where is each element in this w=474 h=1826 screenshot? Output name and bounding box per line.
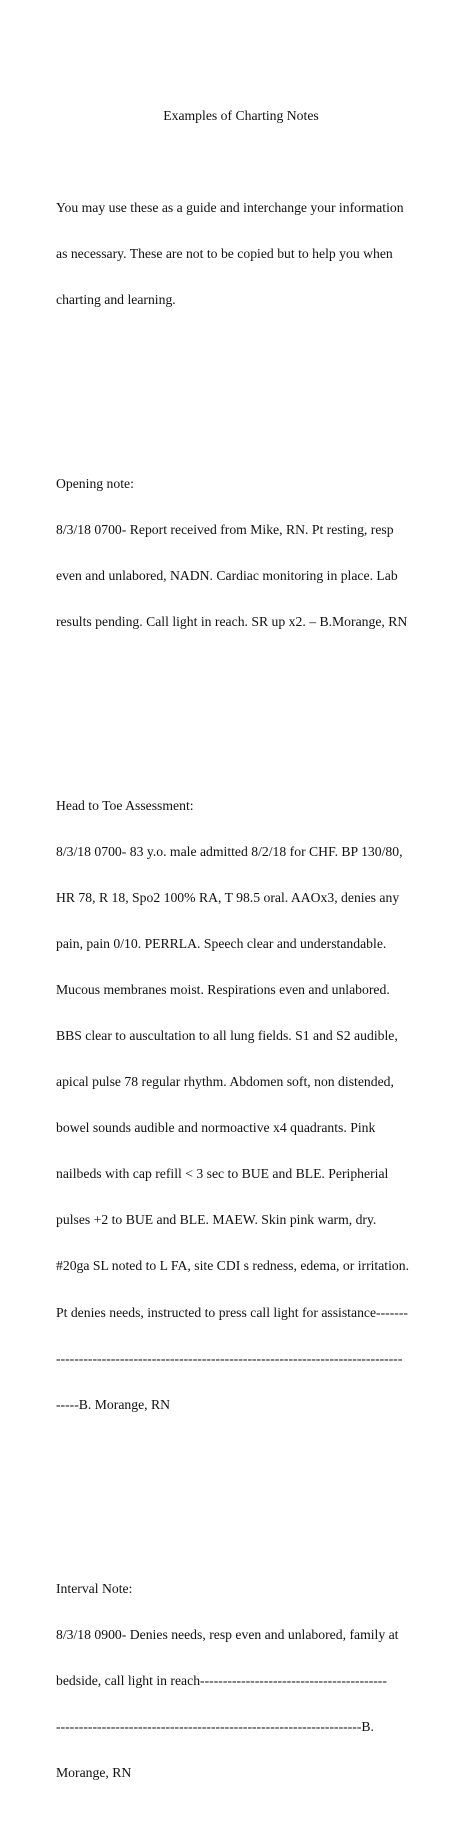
spacer [56,706,426,721]
intro-line: as necessary. These are not to be copied but to help you when [56,245,393,261]
intro-line: You may use these as a guide and interchange your information [56,199,404,215]
opening-note-section [56,445,426,660]
spacer [56,1489,426,1504]
head-to-toe-line: #20ga SL noted to L FA, site CDI s redness, edema, or irritation. [56,1258,410,1274]
intro-line: charting and learning. [56,291,176,307]
opening-note-line: results pending. Call light in reach. SR up x2. – B.Morange, RN [56,614,408,630]
head-to-toe-section [56,767,426,1442]
opening-note-heading: Opening note: [56,475,134,491]
document-title: Examples of Charting Notes [163,107,319,123]
head-to-toe-line: pulses +2 to BUE and BLE. MAEW. Skin pink warm, dry. [56,1212,377,1228]
head-to-toe-line: Mucous membranes moist. Respirations even and unlabored. [56,982,390,998]
head-to-toe-line: pain, pain 0/10. PERRLA. Speech clear and understandable. [56,936,387,952]
interval-note-line: Morange, RN [56,1764,132,1780]
interval-note-line: -------------------------------------------------------------------B. [56,1718,374,1734]
intro-paragraph [56,169,426,338]
head-to-toe-line: bowel sounds audible and normoactive x4 quadrants. Pink [56,1120,376,1136]
spacer [56,384,426,399]
head-to-toe-line: Pt denies needs, instructed to press call light for assistance------- [56,1304,408,1320]
head-to-toe-line: BBS clear to auscultation to all lung fields. S1 and S2 audible, [56,1028,398,1044]
head-to-toe-line: HR 78, R 18, Spo2 100% RA, T 98.5 oral. AAOx3, denies any [56,890,400,906]
head-to-toe-line: 8/3/18 0700- 83 y.o. male admitted 8/2/18 for CHF. BP 130/80, [56,844,403,860]
opening-note-line: 8/3/18 0700- Report received from Mike, RN. Pt resting, resp [56,521,394,537]
head-to-toe-line: apical pulse 78 regular rhythm. Abdomen soft, non distended, [56,1074,394,1090]
interval-note-line: bedside, call light in reach----------------------------------------- [56,1672,387,1688]
head-to-toe-heading: Head to Toe Assessment: [56,798,194,814]
head-to-toe-line: -----B. Morange, RN [56,1396,171,1412]
opening-note-line: even and unlabored, NADN. Cardiac monitoring in place. Lab [56,568,398,583]
head-to-toe-line: ---------------------------------------------------------------------------- [56,1350,403,1366]
head-to-toe-line: nailbeds with cap refill < 3 sec to BUE and BLE. Peripherial [56,1166,389,1182]
interval-note-section [56,1550,426,1811]
interval-note-line: 8/3/18 0900- Denies needs, resp even and unlabored, family at [56,1626,399,1642]
interval-note-heading: Interval Note: [56,1580,133,1596]
charting-notes-document [56,77,426,1826]
